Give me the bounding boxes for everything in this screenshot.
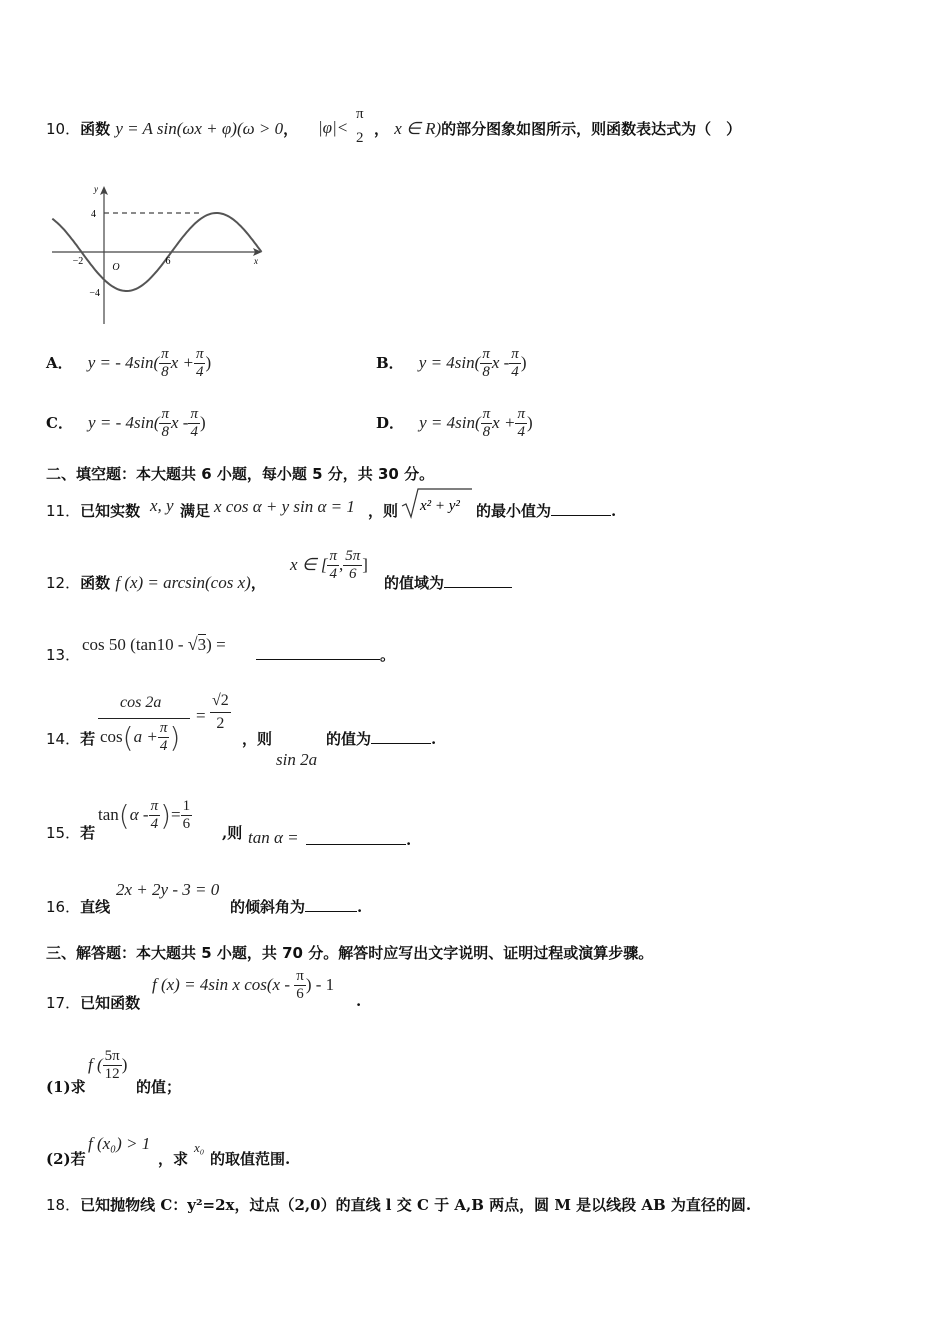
q17-part1-label: (1)求 <box>46 1078 86 1096</box>
frac-den: 4 <box>195 364 204 380</box>
q14-denominator <box>100 720 180 755</box>
pi-over-2 <box>356 104 364 148</box>
q16-tail <box>230 896 362 917</box>
frac-num: π <box>159 720 168 736</box>
option-post: ) <box>520 353 527 372</box>
fraction-numerator: π <box>356 106 364 122</box>
question-number: 18． <box>46 1196 81 1214</box>
frac-num: 5π <box>104 1048 120 1064</box>
answer-blank[interactable] <box>256 645 380 660</box>
question-number: 14． <box>46 730 81 748</box>
q15-answer <box>306 830 411 849</box>
option-d[interactable] <box>376 406 533 441</box>
question-15 <box>46 822 95 843</box>
frac-num: π <box>511 346 519 362</box>
frac-num: π <box>517 406 525 422</box>
question-end: . <box>611 502 617 520</box>
question-tail: 的最小值为 <box>476 502 552 520</box>
option-pre: y = 4sin( <box>418 353 481 372</box>
q14-sin2a: sin 2a <box>276 750 318 769</box>
frac-num: π <box>296 968 304 984</box>
phi-condition <box>318 118 348 138</box>
frac-num: √2 <box>210 690 231 713</box>
q17-part2-sep: ，求 <box>158 1150 189 1168</box>
question-end: 。 <box>380 646 396 664</box>
frac-num: π <box>190 406 198 422</box>
paren-left: ( <box>118 799 130 832</box>
den-inner: a + <box>133 727 158 746</box>
q15-expr <box>98 798 192 833</box>
comma: , <box>339 555 344 574</box>
q17-end: . <box>356 992 362 1010</box>
q12-tail <box>384 572 512 593</box>
option-post: ) <box>526 413 533 432</box>
tick-x-neg2: −2 <box>72 256 84 267</box>
answer-blank[interactable] <box>371 729 431 744</box>
answer-blank[interactable] <box>551 501 611 516</box>
option-label: A． <box>46 354 73 372</box>
paren-right: ) <box>169 721 181 754</box>
question-number: 10． <box>46 120 81 138</box>
question-tail: 的部分图象如图所示，则函数表达式为（ ） <box>441 120 742 138</box>
question-18 <box>46 1194 751 1215</box>
question-lead: 函数 <box>80 120 111 138</box>
q17-part1-expr <box>88 1048 127 1083</box>
frac-den: 6 <box>182 816 191 832</box>
q14-fraction-bar <box>98 718 190 719</box>
option-label: D． <box>376 414 405 432</box>
question-10 <box>46 118 298 139</box>
option-post: ) <box>199 413 206 432</box>
question-lead: 直线 <box>80 898 111 916</box>
separator: ， <box>374 120 390 138</box>
q13-formula: cos 50 (tan10 - √3) = <box>82 634 226 654</box>
tan-fn: tan <box>98 805 119 824</box>
domain-start: x ∈ [ <box>290 555 328 574</box>
paren-left: ( <box>122 721 134 754</box>
frac-num: π <box>161 346 169 362</box>
phi-condition-left: |φ|< <box>318 118 349 137</box>
frac-num: 1 <box>182 798 191 814</box>
tan-inner: α - <box>129 805 149 824</box>
sine-graph <box>48 180 268 328</box>
function-formula: y = A sin(ωx + φ)(ω > 0 <box>115 119 284 138</box>
question-11 <box>46 500 140 521</box>
option-b[interactable] <box>376 346 526 381</box>
question-tail: 的值为 <box>326 730 372 748</box>
expr-pre: f ( <box>88 1055 103 1074</box>
question-lead: 若 <box>80 824 96 842</box>
q12-formula: f (x) = arcsin(cos x) <box>115 573 251 592</box>
frac-den: 8 <box>482 364 490 380</box>
frac-den: 4 <box>150 816 159 832</box>
option-mid: x + <box>492 413 516 432</box>
answer-blank[interactable] <box>305 897 357 912</box>
vars: x, y <box>150 496 174 515</box>
origin-label: O <box>112 262 120 273</box>
q14-numerator: cos 2a <box>120 694 162 711</box>
separator: ， <box>283 120 299 138</box>
frac-den: 2 <box>216 715 225 732</box>
equals: = <box>171 805 181 824</box>
answer-blank[interactable] <box>306 830 406 845</box>
frac-num: π <box>482 406 491 422</box>
question-lead: 若 <box>80 730 96 748</box>
option-pre: y = - 4sin( <box>88 413 160 432</box>
option-c[interactable] <box>46 406 206 441</box>
question-14 <box>46 728 95 749</box>
question-end: . <box>406 831 412 849</box>
frac-num: π <box>195 346 204 362</box>
expr-post: ) <box>121 1055 128 1074</box>
frac-den: 4 <box>190 424 198 440</box>
q11-tail <box>476 500 616 521</box>
frac-den: 8 <box>161 364 169 380</box>
frac-den: 4 <box>511 364 519 380</box>
frac-num: 5π <box>345 548 361 564</box>
q14-rhs <box>210 690 231 735</box>
q11-mid: 满足 <box>180 502 211 520</box>
fraction-denominator: 2 <box>356 130 364 146</box>
question-12 <box>46 572 266 593</box>
formula-close: ) = <box>206 635 226 654</box>
option-pre: y = - 4sin( <box>87 353 160 372</box>
question-number: 15． <box>46 824 81 842</box>
frac-den: 4 <box>329 566 337 582</box>
option-post: ) <box>205 353 212 372</box>
domain-condition: x ∈ R) <box>394 119 442 138</box>
q14-equals: = <box>196 706 206 725</box>
frac-num: π <box>150 798 159 814</box>
question-tail: 的值域为 <box>384 574 445 592</box>
q17-part2-tail: 的取值范围. <box>210 1150 291 1168</box>
question-number: 11． <box>46 502 81 520</box>
question-number: 17． <box>46 994 81 1012</box>
question-tail: 的倾斜角为 <box>230 898 306 916</box>
question-number: 16． <box>46 898 81 916</box>
question-16 <box>46 896 110 917</box>
q17-part2-formula: f (x₀) > 1 <box>88 1134 151 1153</box>
tick-x-6: 6 <box>165 256 171 267</box>
question-number: 12． <box>46 574 81 592</box>
q12-domain <box>290 548 368 583</box>
frac-num: π <box>329 548 337 564</box>
paren-right: ) <box>160 799 172 832</box>
frac-den: 4 <box>517 424 525 440</box>
question-number: 13． <box>46 646 81 664</box>
q17-formula <box>152 968 334 1003</box>
q17-part1-tail: 的值； <box>136 1078 182 1096</box>
frac-den: 8 <box>161 424 169 440</box>
frac-den: 12 <box>104 1066 120 1082</box>
tick-y-neg4: −4 <box>89 288 100 299</box>
question-lead: 已知实数 <box>80 502 141 520</box>
question-17 <box>46 992 140 1013</box>
formula-close: ) - 1 <box>305 975 335 994</box>
question-end: . <box>431 730 437 748</box>
frac-num: π <box>161 406 169 422</box>
q15-target: tan α = <box>248 828 299 847</box>
formula-main: f (x) = 4sin x cos(x - <box>152 975 295 994</box>
q17-part2-var: x₀ <box>194 1140 205 1155</box>
radicand: 3 <box>197 635 207 654</box>
question-text: 已知抛物线 C：y²=2x，过点（2,0）的直线 l 交 C 于 A,B 两点，圆 M 是以线段 AB 为直径的圆. <box>80 1196 752 1214</box>
option-mid: x + <box>170 353 194 372</box>
frac-den: 4 <box>159 738 168 754</box>
question-lead: 函数 <box>80 574 111 592</box>
question-10-tail <box>374 118 741 139</box>
question-lead: 已知函数 <box>80 994 141 1012</box>
option-pre: y = 4sin( <box>419 413 481 432</box>
q11-sep: ，则 <box>368 502 399 520</box>
option-a[interactable] <box>46 346 211 381</box>
frac-num: π <box>482 346 490 362</box>
separator: ， <box>250 574 266 592</box>
sqrt-sign <box>400 486 474 520</box>
sqrt-content: x² + y² <box>420 498 460 514</box>
q13-answer <box>256 644 395 665</box>
q14-tail <box>326 728 436 749</box>
option-mid: x - <box>491 353 510 372</box>
q14-sep: ，则 <box>242 730 273 748</box>
frac-den: 6 <box>349 566 357 582</box>
q16-formula: 2x + 2y - 3 = 0 <box>116 880 220 899</box>
option-mid: x - <box>171 413 189 432</box>
axis-x-label: x <box>254 256 258 266</box>
q11-formula: x cos α + y sin α = 1 <box>214 497 355 516</box>
tick-y-4: 4 <box>91 209 96 220</box>
frac-den: 8 <box>482 424 491 440</box>
section-2-heading: 二、填空题：本大题共 6 小题，每小题 5 分，共 30 分。 <box>46 465 435 483</box>
question-13 <box>46 644 80 665</box>
option-label: B． <box>376 354 404 372</box>
domain-close: ] <box>362 555 368 574</box>
q15-sep: ,则 <box>222 824 243 842</box>
answer-blank[interactable] <box>444 573 512 588</box>
section-3-heading: 三、解答题：本大题共 5 小题，共 70 分。解答时应写出文字说明、证明过程或演算步骤。 <box>46 944 654 962</box>
q17-part2-label: (2)若 <box>46 1150 86 1168</box>
den-cos: cos <box>100 727 123 746</box>
question-end: . <box>357 898 363 916</box>
frac-den: 6 <box>296 986 304 1002</box>
axis-y-label: y <box>94 184 98 194</box>
formula-main: cos 50 (tan10 - <box>82 635 188 654</box>
option-label: C． <box>46 414 73 432</box>
